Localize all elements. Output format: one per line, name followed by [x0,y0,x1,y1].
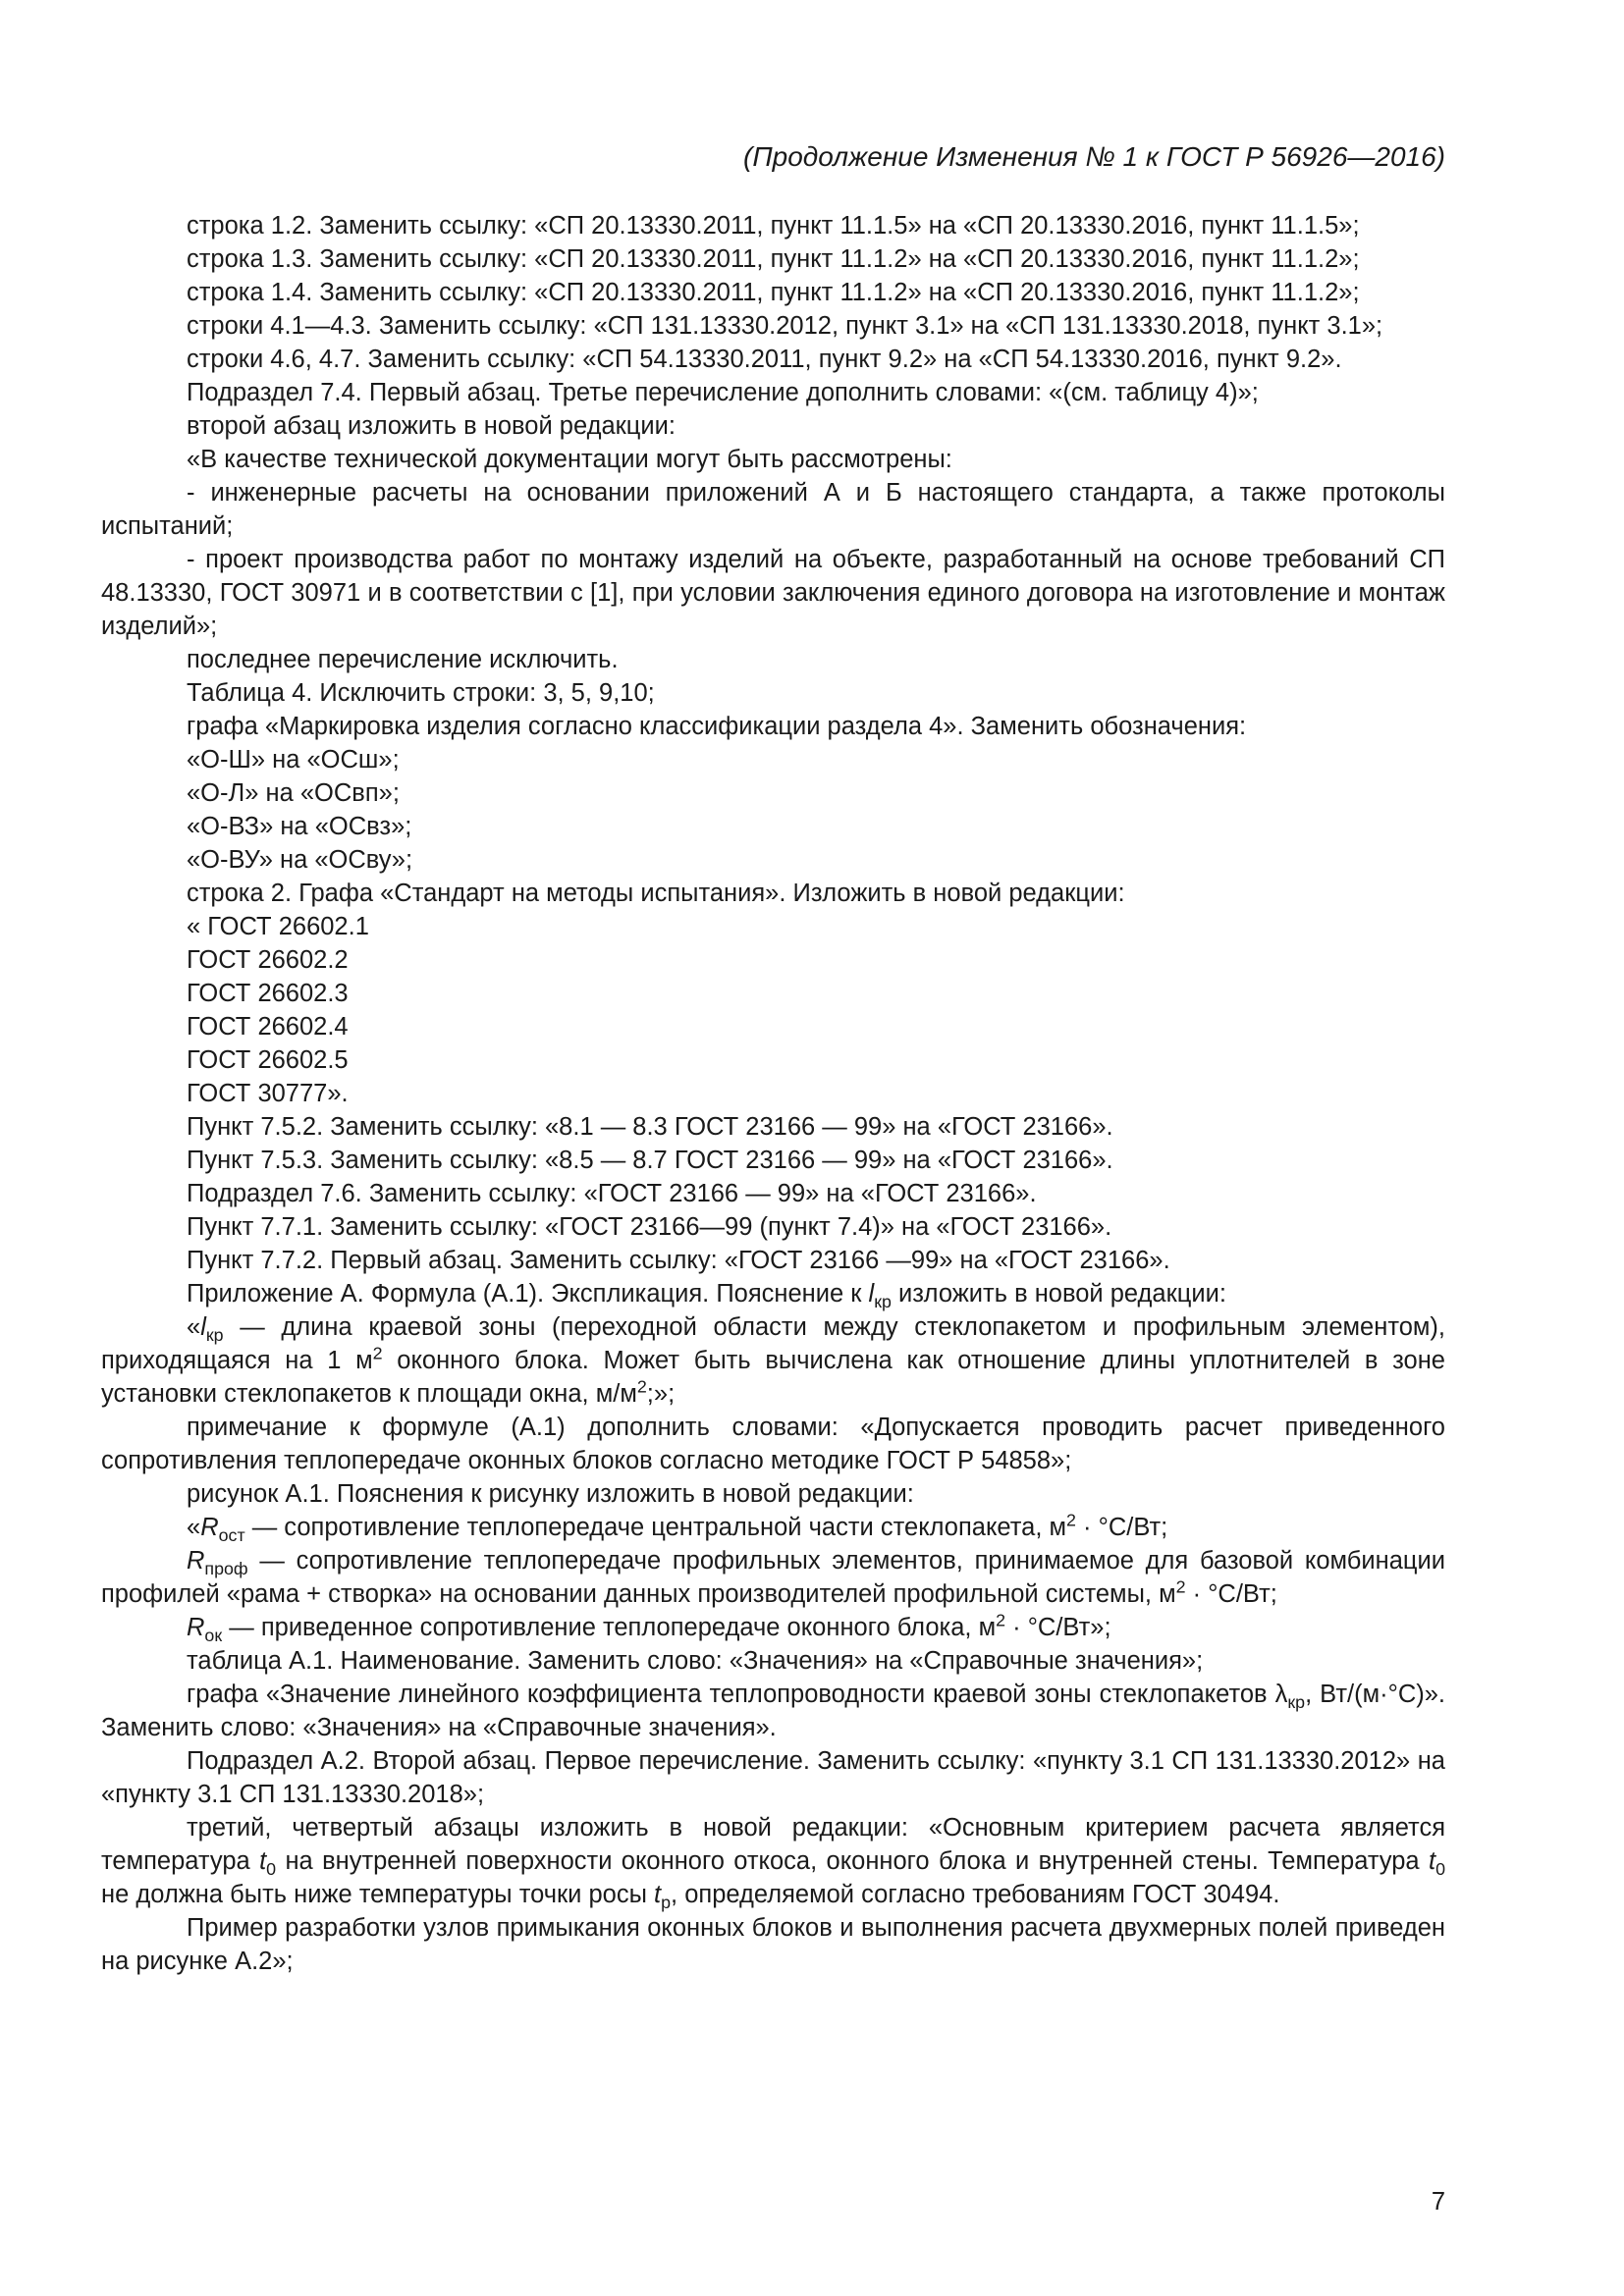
text-run: — длина краевой зоны (переходной области между стеклопакетом и профильным элементом), приходящаяся на 1 м [101,1313,1445,1374]
text-run: t [654,1881,662,1908]
paragraph: ГОСТ 30777». [187,1080,349,1107]
paragraph: «О-ВУ» на «ОСву»; [187,846,413,874]
paragraph-third-fourth [101,1811,1445,1911]
paragraph: строка 1.2. Заменить ссылку: «СП 20.13330.2011, пункт 11.1.5» на «СП 20.13330.2016, пункт 11.1.5»; [187,212,1360,240]
text-run: кр [874,1292,892,1312]
text-run: l [200,1313,206,1341]
text-run: 2 [372,1343,383,1363]
text-run: — сопротивление теплопередаче профильных элементов, принимаемое для базовой комбинации профилей «рама + створка» на основании данных производителей профильной системы, м [101,1547,1445,1608]
text-run: 2 [1175,1576,1186,1597]
text-run: l [868,1280,875,1308]
text-run: ок [204,1626,223,1646]
paragraph: «О-Ш» на «ОСш»; [187,746,400,774]
text-run: третий, четвертый абзацы изложить в новой редакции: «Основным критерием расчета является температура [101,1814,1445,1875]
text-run: — сопротивление теплопередаче центральной части стеклопакета, м [244,1514,1067,1541]
text-run: примечание к формуле (А.1) дополнить словами: «Допускается проводить расчет приведенного сопротивления теплопередаче оконных блоков согласно методике ГОСТ Р 54858»; [101,1414,1445,1474]
text-run: оконного блока. Может быть вычислена как отношение длины уплотнителей в зоне установки стеклопакетов к площади окна, м/м [101,1347,1445,1408]
text-run: , Вт/(м·°С)». Заменить слово: «Значения» на «Справочные значения». [101,1681,1445,1741]
paragraph: строка 1.3. Заменить ссылку: «СП 20.13330.2011, пункт 11.1.2» на «СП 20.13330.2016, пункт 11.1.2»; [187,245,1360,273]
text-run: R [187,1547,205,1575]
paragraph: строка 2. Графа «Стандарт на методы испытания». Изложить в новой редакции: [187,880,1125,907]
text-run: t [259,1847,267,1875]
paragraph-r-ok [101,1611,1445,1644]
document-body [101,209,1445,1978]
paragraph: графа «Маркировка изделия согласно классификации раздела 4». Заменить обозначения: [187,713,1247,740]
page-number: 7 [1431,2188,1445,2216]
text-run: проф [204,1559,248,1579]
text-run: · °С/Вт; [1075,1514,1168,1541]
paragraph: «О-ВЗ» на «ОСвз»; [187,813,412,840]
text-run: ;»; [646,1380,676,1408]
paragraph-figure [101,1477,1445,1511]
text-run: не должна быть ниже температуры точки росы [101,1881,655,1908]
text-run: таблица А.1. Наименование. Заменить слово: «Значения» на «Справочные значения»; [187,1647,1204,1675]
paragraph-table-a1 [101,1644,1445,1678]
text-run: R [187,1614,205,1641]
paragraph: ГОСТ 26602.5 [187,1046,349,1074]
paragraph: Пункт 7.7.1. Заменить ссылку: «ГОСТ 23166—99 (пункт 7.4)» на «ГОСТ 23166». [187,1213,1112,1241]
text-run: кр [205,1325,224,1346]
text-run: t [1428,1847,1436,1875]
paragraph: строка 1.4. Заменить ссылку: «СП 20.13330.2011, пункт 11.1.2» на «СП 20.13330.2016, пункт 11.1.2»; [187,279,1360,306]
page-header: (Продолжение Изменения № 1 к ГОСТ Р 56926—2016) [743,141,1445,172]
text-run: , определяемой согласно требованиям ГОСТ 30494. [671,1881,1280,1908]
paragraph: Пункт 7.7.2. Первый абзац. Заменить ссылку: «ГОСТ 23166 —99» на «ГОСТ 23166». [187,1247,1170,1274]
text-run: R [200,1514,219,1541]
text-run: Подраздел А.2. Второй абзац. Первое перечисление. Заменить ссылку: «пункту 3.1 СП 131.13330.2012» на «пункту 3.1 СП 131.13330.2018»; [101,1747,1445,1808]
paragraph-example [101,1911,1445,1978]
paragraph: « ГОСТ 26602.1 [187,913,369,940]
text-run: · °С/Вт; [1185,1580,1277,1608]
paragraph: Пункт 7.5.2. Заменить ссылку: «8.1 — 8.3 ГОСТ 23166 — 99» на «ГОСТ 23166». [187,1113,1113,1141]
text-run: « [187,1514,201,1541]
text-run: 2 [996,1610,1006,1630]
text-run: графа «Значение линейного коэффициента теплопроводности краевой зоны стеклопакетов λ [187,1681,1288,1708]
paragraph: - проект производства работ по монтажу изделий на объекте, разработанный на основе требований СП 48.13330, ГОСТ 30971 и в соответствии с [1], при условии заключения единого договора на изготовление и монтаж изделий»; [101,546,1445,640]
paragraph-note [101,1411,1445,1477]
paragraph-r-prof [101,1544,1445,1611]
text-run: р [661,1893,672,1913]
paragraph: Подраздел 7.4. Первый абзац. Третье перечисление дополнить словами: «(см. таблицу 4)»; [187,379,1259,406]
text-run: 0 [1435,1859,1445,1880]
paragraph-appendix-a [101,1277,1445,1310]
text-run: рисунок А.1. Пояснения к рисунку изложить в новой редакции: [187,1480,914,1508]
paragraph: «В качестве технической документации могут быть рассмотрены: [187,446,952,473]
paragraph: «О-Л» на «ОСвп»; [187,779,400,807]
paragraph: Пункт 7.5.3. Заменить ссылку: «8.5 — 8.7 ГОСТ 23166 — 99» на «ГОСТ 23166». [187,1147,1113,1174]
paragraph-column [101,1678,1445,1744]
text-run: кр [1287,1692,1306,1713]
text-run: ост [218,1525,245,1546]
text-run: 2 [1066,1510,1076,1530]
text-run: 0 [266,1859,277,1880]
text-run: Приложение А. Формула (А.1). Экспликация. Пояснение к [187,1280,869,1308]
text-run: « [187,1313,201,1341]
paragraph-subsection-a2 [101,1744,1445,1811]
paragraph: Таблица 4. Исключить строки: 3, 5, 9,10; [187,679,655,707]
paragraph: последнее перечисление исключить. [187,646,619,673]
paragraph: ГОСТ 26602.3 [187,980,349,1007]
paragraph-lkr-definition [101,1310,1445,1411]
paragraph: - инженерные расчеты на основании приложений А и Б настоящего стандарта, а также протоколы испытаний; [101,479,1445,540]
paragraph: ГОСТ 26602.2 [187,946,349,974]
text-run: 2 [636,1376,647,1397]
text-run: — приведенное сопротивление теплопередаче оконного блока, м [222,1614,997,1641]
paragraph: второй абзац изложить в новой редакции: [187,412,676,440]
paragraph-r-ost [101,1511,1445,1544]
text-run: на внутренней поверхности оконного откоса, оконного блока и внутренней стены. Температура [276,1847,1429,1875]
paragraph: строки 4.1—4.3. Заменить ссылку: «СП 131.13330.2012, пункт 3.1» на «СП 131.13330.2018, пункт 3.1»; [187,312,1383,340]
text-run: · °С/Вт»; [1005,1614,1111,1641]
paragraph: строки 4.6, 4.7. Заменить ссылку: «СП 54.13330.2011, пункт 9.2» на «СП 54.13330.2016, пункт 9.2». [187,346,1342,373]
text-run: изложить в новой редакции: [891,1280,1226,1308]
text-run: Пример разработки узлов примыкания оконных блоков и выполнения расчета двухмерных полей приведен на рисунке А.2»; [101,1914,1445,1975]
paragraph: ГОСТ 26602.4 [187,1013,349,1041]
paragraph: Подраздел 7.6. Заменить ссылку: «ГОСТ 23166 — 99» на «ГОСТ 23166». [187,1180,1037,1207]
